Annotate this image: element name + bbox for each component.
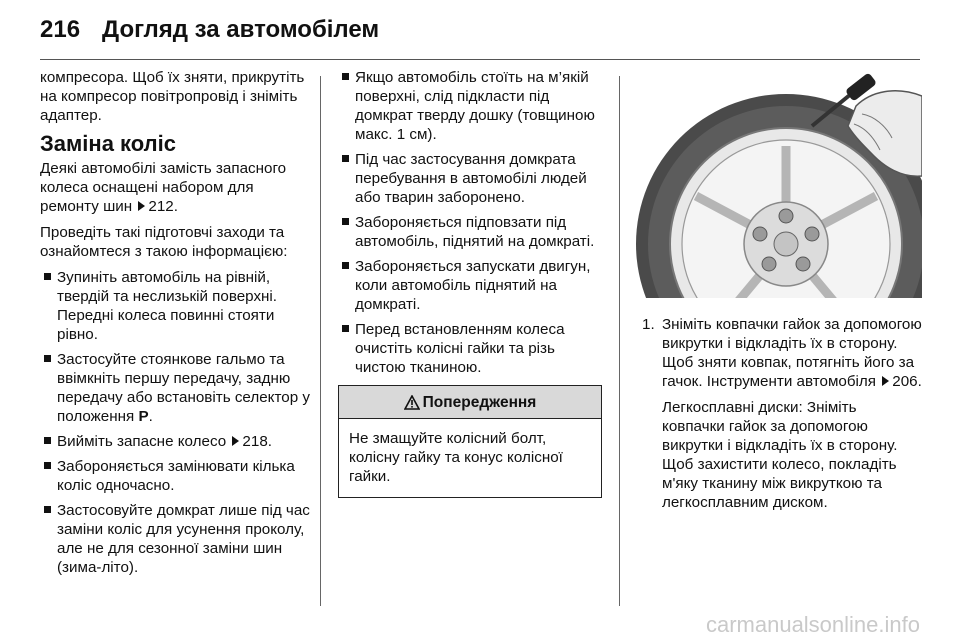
step-item [642,315,922,512]
page-reference[interactable]: 218. [242,433,272,450]
paragraph-repair-kit [40,159,310,216]
list-item [338,68,606,144]
list-item-text: Застосовуйте домкрат лише під час заміни коліс для усунення проколу, але не для сезонної заміни шин (зима-літо). [57,502,310,576]
step-number: 1. [642,316,655,333]
intro-paragraph: компресора. Щоб їх зняти, прикрутіть на компресор повітропровід і зніміть адаптер. [40,69,305,124]
list-item-text: Якщо автомобіль стоїть на м’якій поверхні, слід підкласти під домкрат тверду дошку (товщиною макс. 1 см). [355,69,595,143]
list-item-text-end: . [148,408,153,425]
step-text: Зніміть ковпачки гайок за допомогою викрутки і відкладіть їх в сторону. Щоб зняти ковпак, потягніть його за гачок. Інструменти автомобіля [662,316,922,390]
list-item [338,213,606,251]
list-item-text: Застосуйте стоянкове гальмо та ввімкніть першу передачу, задню передачу або встановіть селектор у положення [57,351,310,425]
warning-title: Попередження [422,393,537,411]
list-item-text: Вийміть запасне колесо [57,433,227,450]
page-reference[interactable]: 206. [892,373,922,390]
list-item-text: Зупиніть автомобіль на рівній, твердій та неслизькій поверхні. Передні колеса повинні стояти рівно. [57,269,278,343]
list-item-text: Під час застосування домкрата перебування в автомобілі людей або тварин заборонено. [355,151,587,206]
bullet-icon [44,462,51,469]
column-divider-1 [320,76,321,606]
column-divider-2 [619,76,620,606]
section-heading: Заміна коліс [40,131,176,156]
watermark: carmanualsonline.info [705,612,920,637]
bullet-icon [342,218,349,225]
page-reference[interactable]: 212. [148,198,178,215]
steps-list [642,315,922,512]
page-reference-arrow-icon [882,376,889,386]
bullet-icon [44,273,51,280]
page-number: 216 [40,16,81,43]
bullet-icon [44,355,51,362]
list-item [40,350,310,426]
column-3 [642,68,922,520]
column-1 [40,68,310,583]
column-2 [338,68,606,498]
bullet-icon [44,437,51,444]
list-item [40,268,310,344]
bullet-icon [44,506,51,513]
bullet-list-1 [40,268,310,577]
page-reference-arrow-icon [138,201,145,211]
list-item-text: Забороняється підповзати під автомобіль, піднятий на домкраті. [355,214,595,250]
bullet-icon [342,262,349,269]
list-item [338,320,606,377]
warning-header [339,386,601,419]
list-item [338,257,606,314]
warning-box [338,385,602,498]
paragraph-preparation: Проведіть такі підготовчі заходи та ознайомтеся з такою інформацією: [40,224,288,260]
paragraph-text: Деякі автомобілі замість запасного колеса оснащені набором для ремонту шин [40,160,287,215]
bullet-list-2 [338,68,606,377]
list-item-text: Забороняється запускати двигун, коли автомобіль піднятий на домкраті. [355,258,591,313]
step-alloy-note: Легкосплавні диски: Зніміть ковпачки гайок за допомогою викрутки і відкладіть їх в сторону. Щоб захистити колесо, покладіть м'яку тканину між викруткою та легкосплавним диском. [662,399,898,511]
bullet-icon [342,325,349,332]
page-reference-arrow-icon [232,436,239,446]
gear-position-label: P [138,408,149,425]
page-header [40,16,379,56]
list-item [40,457,310,495]
list-item [40,432,310,451]
bullet-icon [342,73,349,80]
list-item [338,150,606,207]
warning-text: Не змащуйте колісний болт, колісну гайку та конус колісної гайки. [349,430,563,485]
header-divider [40,59,920,60]
list-item [40,501,310,577]
page-title: Догляд за автомобілем [102,16,380,43]
wheel-cover-removal-illustration [636,66,922,298]
bullet-icon [342,155,349,162]
warning-triangle-icon [404,395,420,410]
list-item-text: Перед встановленням колеса очистіть колісні гайки та різь чистою тканиною. [355,321,565,376]
list-item-text: Забороняється замінювати кілька коліс одночасно. [57,458,295,494]
